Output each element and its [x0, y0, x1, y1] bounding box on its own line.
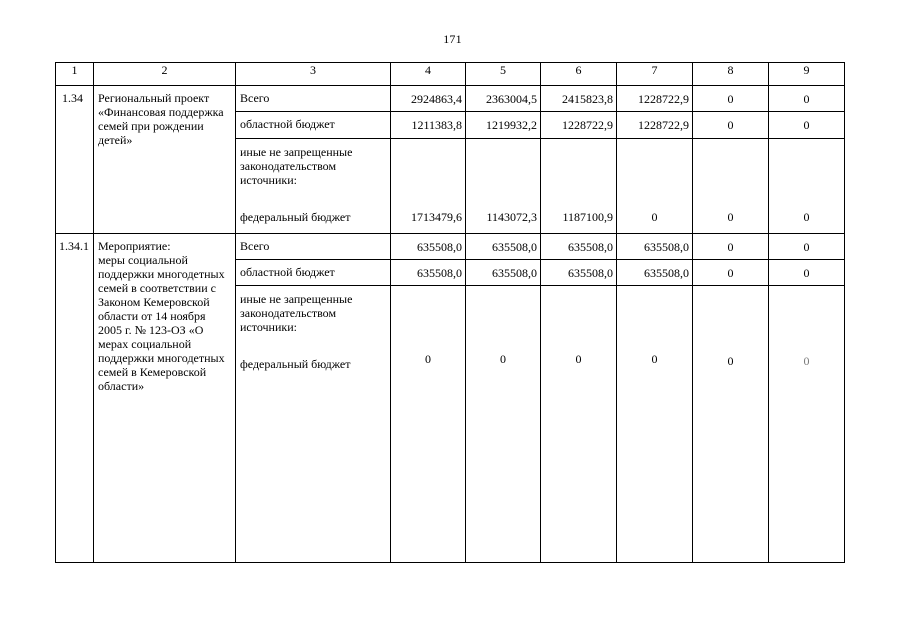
value-cell: 635508,0 [541, 234, 617, 260]
other-sources-label: иные не запрещенные законодательством источники: [240, 145, 353, 187]
value-cell: 0 [769, 86, 845, 112]
table-row [56, 86, 845, 112]
value-cell: 1228722,9 [617, 112, 693, 139]
value-cell [617, 286, 693, 563]
value-cell [693, 139, 769, 234]
funding-label-cell [236, 286, 391, 563]
value-text: 0 [500, 352, 506, 366]
value-text: 0 [803, 354, 810, 368]
value-text: 0 [803, 210, 810, 224]
value-cell: 0 [769, 112, 845, 139]
header-row [56, 63, 845, 86]
value-cell: 0 [693, 112, 769, 139]
value-text: 1713479,6 [411, 210, 462, 224]
value-text: 0 [727, 354, 734, 368]
page-number: 171 [443, 32, 462, 46]
value-cell [541, 139, 617, 234]
value-text: 0 [425, 352, 431, 366]
header-cell: 2 [94, 63, 236, 86]
value-cell: 0 [769, 234, 845, 260]
header-cell: 9 [769, 63, 845, 86]
funding-label-cell: областной бюджет [236, 112, 391, 139]
value-text: 1187100,9 [562, 210, 613, 224]
value-cell [541, 286, 617, 563]
value-cell [617, 139, 693, 234]
value-cell: 635508,0 [541, 260, 617, 286]
other-sources-label: иные не запрещенные законодательством источники: [240, 292, 353, 334]
value-text: 0 [575, 352, 582, 366]
federal-budget-label: федеральный бюджет [240, 357, 351, 371]
value-cell [391, 286, 466, 563]
row-number-cell: 1.34.1 [56, 234, 94, 563]
value-cell [466, 139, 541, 234]
value-text: 0 [651, 210, 658, 224]
value-cell: 635508,0 [391, 260, 466, 286]
value-cell: 635508,0 [466, 234, 541, 260]
value-cell: 635508,0 [391, 234, 466, 260]
table-row [56, 234, 845, 260]
header-cell: 3 [236, 63, 391, 86]
value-cell [693, 286, 769, 563]
value-cell: 635508,0 [466, 260, 541, 286]
value-cell: 0 [693, 260, 769, 286]
budget-table [55, 62, 845, 563]
header-cell: 7 [617, 63, 693, 86]
funding-label-cell: Всего [236, 234, 391, 260]
value-cell [769, 286, 845, 563]
federal-budget-label: федеральный бюджет [240, 210, 351, 224]
row-number-cell: 1.34 [56, 86, 94, 234]
funding-label-cell: Всего [236, 86, 391, 112]
value-cell: 0 [693, 86, 769, 112]
funding-label-cell [236, 139, 391, 234]
header-cell: 6 [541, 63, 617, 86]
value-cell: 2415823,8 [541, 86, 617, 112]
row-name-cell: Региональный проект «Финансовая поддержка семей при рождении детей» [94, 86, 236, 234]
value-cell: 0 [769, 260, 845, 286]
value-cell: 2363004,5 [466, 86, 541, 112]
value-text: 0 [651, 352, 658, 366]
value-cell [769, 139, 845, 234]
header-cell: 1 [56, 63, 94, 86]
value-cell: 635508,0 [617, 234, 693, 260]
funding-label-cell: областной бюджет [236, 260, 391, 286]
row-name-cell: Мероприятие: меры социальной поддержки многодетных семей в соответствии с Законом Кемеровской области от 14 ноября 2005 г. № 123-ОЗ «О мерах социальной поддержки многодетных семей в Кемеровской области» [94, 234, 236, 563]
value-cell: 2924863,4 [391, 86, 466, 112]
value-cell: 1228722,9 [541, 112, 617, 139]
header-cell: 5 [466, 63, 541, 86]
value-text: 1143072,3 [486, 210, 537, 224]
value-cell: 0 [693, 234, 769, 260]
value-cell [466, 286, 541, 563]
value-cell [391, 139, 466, 234]
value-cell: 1211383,8 [391, 112, 466, 139]
value-cell: 635508,0 [617, 260, 693, 286]
header-cell: 8 [693, 63, 769, 86]
header-cell: 4 [391, 63, 466, 86]
value-cell: 1219932,2 [466, 112, 541, 139]
value-text: 0 [727, 210, 734, 224]
value-cell: 1228722,9 [617, 86, 693, 112]
